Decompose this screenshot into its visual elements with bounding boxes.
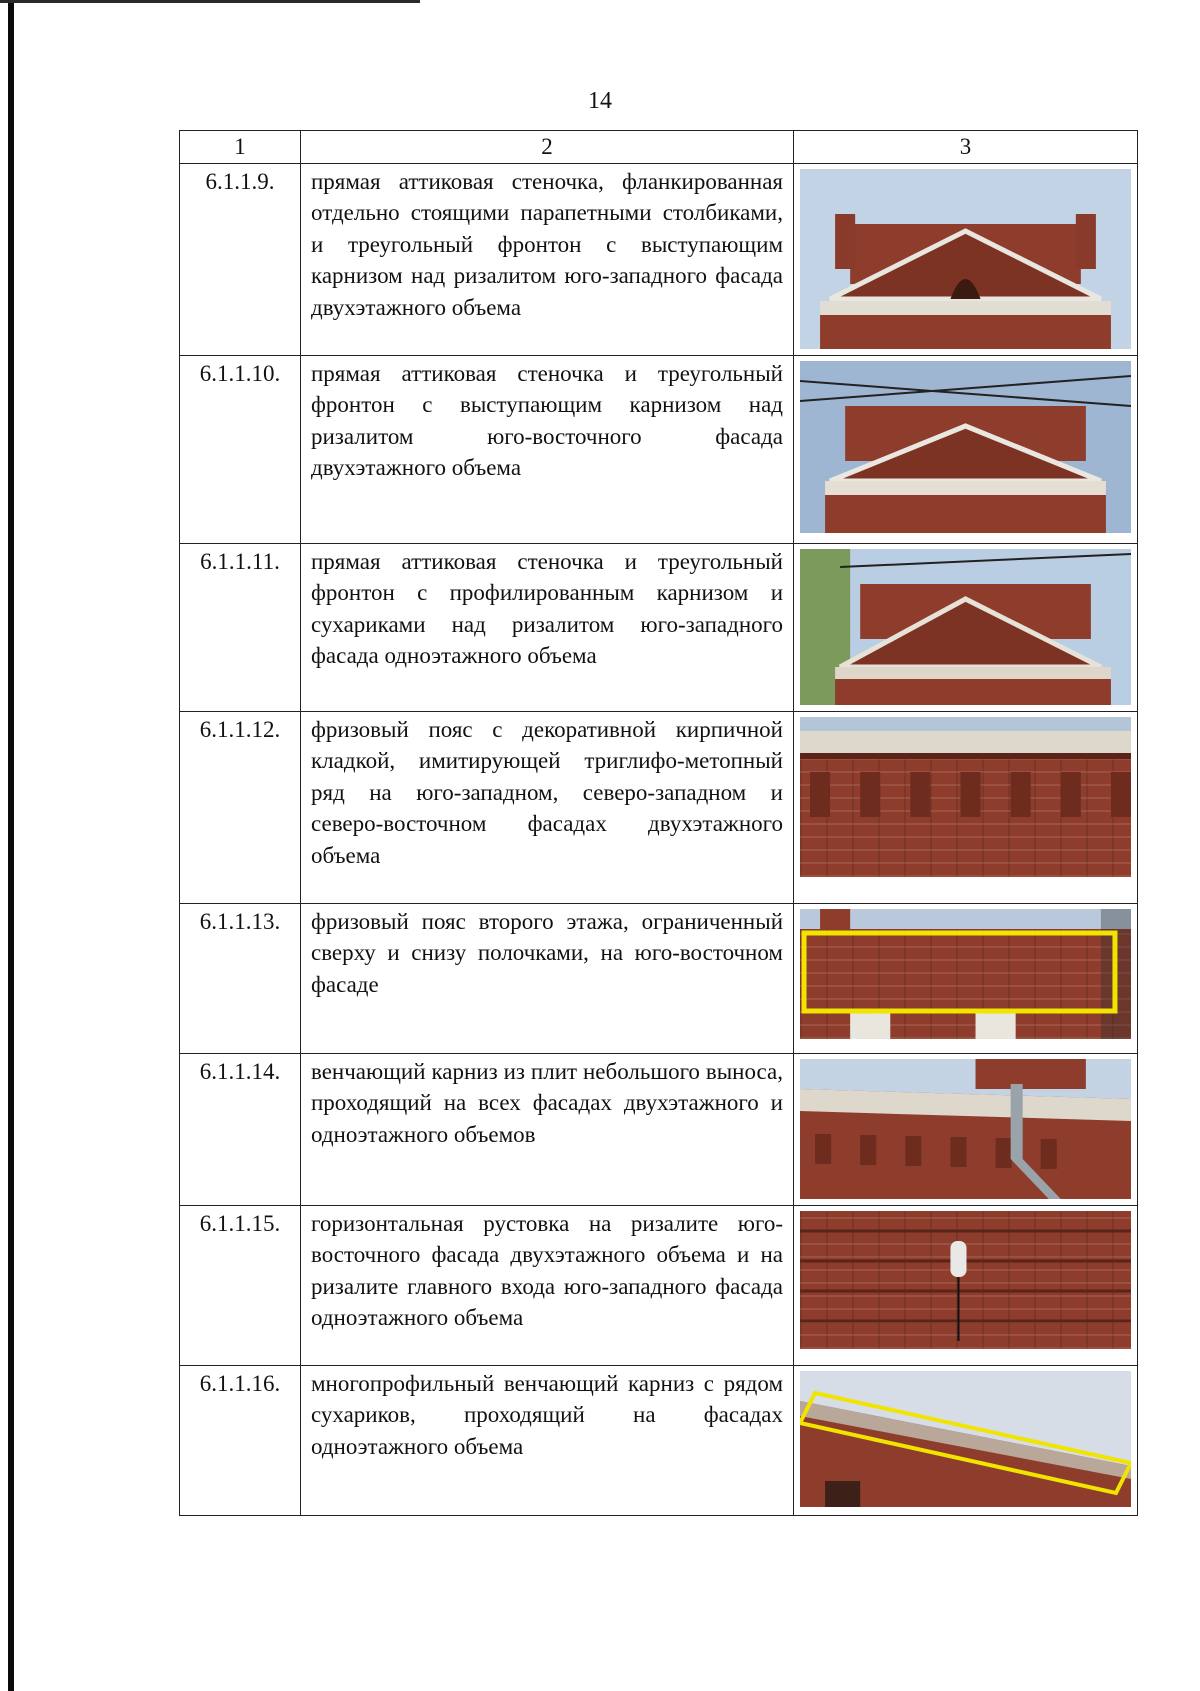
item-number: 6.1.1.14. <box>180 1053 301 1205</box>
item-number: 6.1.1.9. <box>180 163 301 355</box>
table-row <box>180 1053 1138 1205</box>
table-row <box>180 355 1138 543</box>
facade-photo-drawing <box>800 361 1131 533</box>
table-row <box>180 903 1138 1053</box>
item-number: 6.1.1.13. <box>180 903 301 1053</box>
item-description: венчающий карниз из плит небольшого выноса, проходящий на всех фасадах двухэтажного и одноэтажного объемов <box>301 1053 794 1205</box>
item-description: горизонтальная рустовка на ризалите юго-восточного фасада двухэтажного объема и на ризалите главного входа юго-западного фасада одноэтажного объема <box>301 1205 794 1365</box>
facade-photo <box>800 1371 1131 1507</box>
facade-photo <box>800 1059 1131 1199</box>
facade-photo <box>800 169 1131 349</box>
item-number: 6.1.1.12. <box>180 711 301 903</box>
facade-photo-drawing <box>800 169 1131 349</box>
item-description: многопрофильный венчающий карниз с рядом сухариков, проходящий на фасадах одноэтажного объема <box>301 1365 794 1515</box>
item-number: 6.1.1.16. <box>180 1365 301 1515</box>
table-row <box>180 1205 1138 1365</box>
item-number: 6.1.1.11. <box>180 543 301 711</box>
table-row <box>180 543 1138 711</box>
header-row <box>180 131 1138 164</box>
scan-edge <box>8 0 14 1691</box>
facade-photo <box>800 549 1131 705</box>
table-row <box>180 1365 1138 1515</box>
facade-photo-drawing <box>800 549 1131 705</box>
facade-photo-drawing <box>800 909 1131 1039</box>
table-row <box>180 711 1138 903</box>
page-number: 14 <box>588 88 612 114</box>
item-description: фризовый пояс с декоративной кирпичной кладкой, имитирующей триглифо-метопный ряд на юго-западном, северо-западном и северо-восточном фасадах двухэтажного объема <box>301 711 794 903</box>
facade-photo-drawing <box>800 1371 1131 1507</box>
item-description: прямая аттиковая стеночка и треугольный фронтон с профилированным карнизом и сухариками над ризалитом юго-западного фасада одноэтажного объема <box>301 543 794 711</box>
facade-photo <box>800 909 1131 1039</box>
facade-photo <box>800 1211 1131 1349</box>
item-description: прямая аттиковая стеночка, фланкированная отдельно стоящими парапетными столбиками, и треугольный фронтон с выступающим карнизом над ризалитом юго-западного фасада двухэтажного объема <box>301 163 794 355</box>
facade-photo-drawing <box>800 717 1131 877</box>
header-col-1: 1 <box>180 131 301 164</box>
header-col-3: 3 <box>794 131 1138 164</box>
facade-photo-drawing <box>800 1059 1131 1199</box>
table-row <box>180 163 1138 355</box>
header-col-2: 2 <box>301 131 794 164</box>
item-number: 6.1.1.10. <box>180 355 301 543</box>
description-table <box>179 130 1138 1516</box>
item-number: 6.1.1.15. <box>180 1205 301 1365</box>
item-description: фризовый пояс второго этажа, ограниченный сверху и снизу полочками, на юго-восточном фасаде <box>301 903 794 1053</box>
facade-photo-drawing <box>800 1211 1131 1349</box>
item-description: прямая аттиковая стеночка и треугольный фронтон с выступающим карнизом над ризалитом юго-восточного фасада двухэтажного объема <box>301 355 794 543</box>
scan-edge-top <box>0 0 420 3</box>
facade-photo <box>800 361 1131 533</box>
facade-photo <box>800 717 1131 877</box>
